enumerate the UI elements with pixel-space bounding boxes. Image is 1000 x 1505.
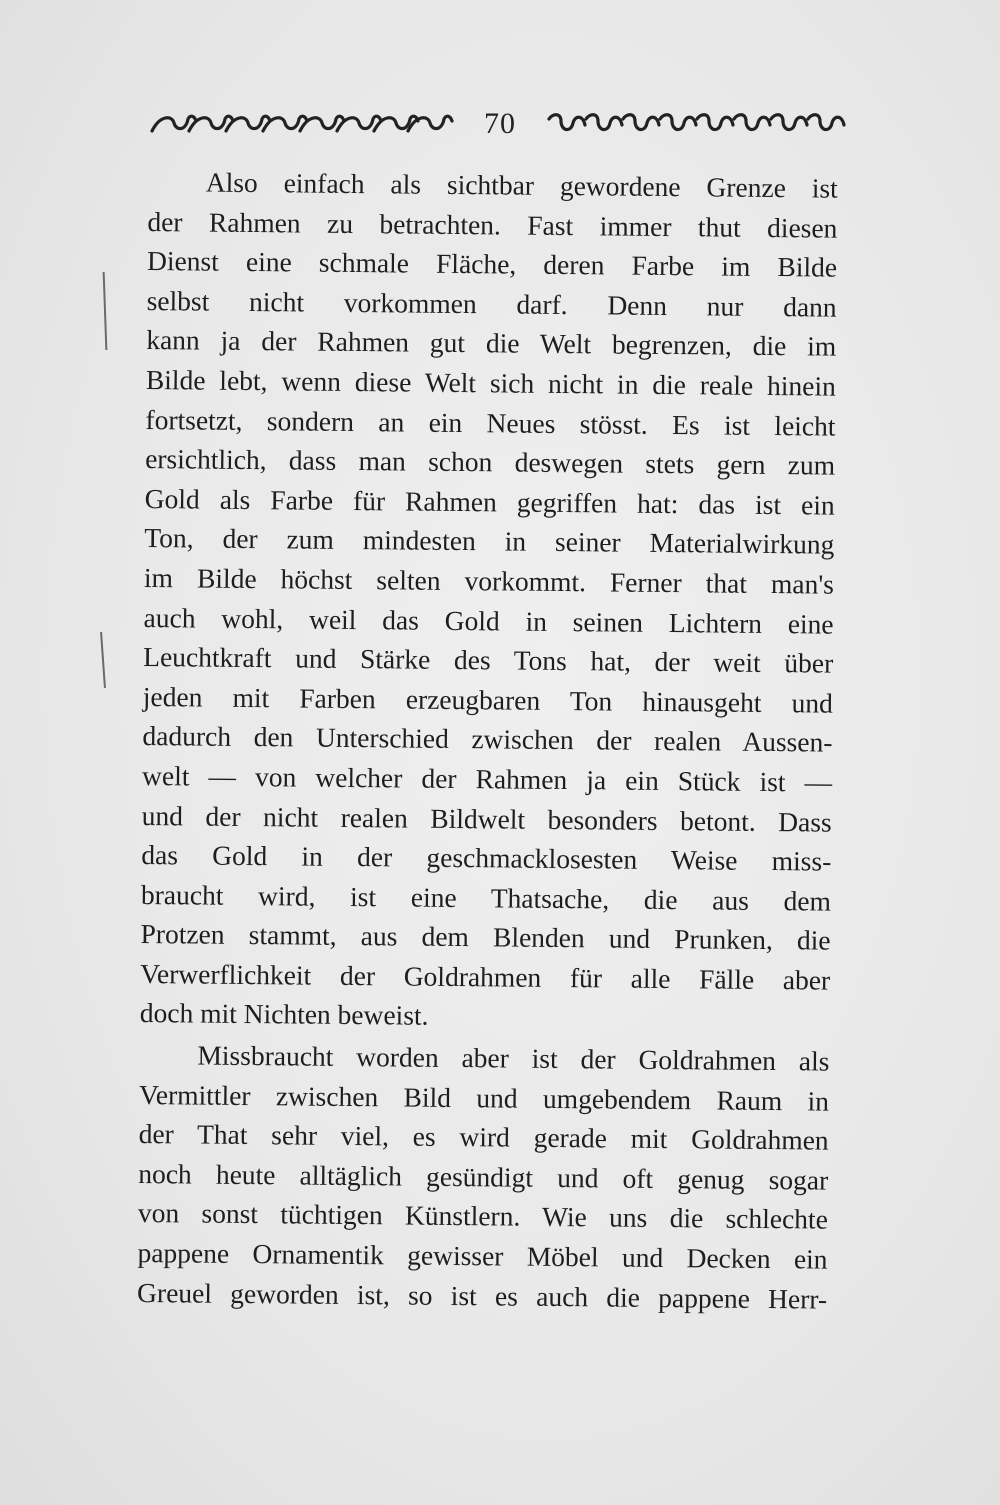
text-line: kann ja der Rahmen gut die Welt begrenzen, die im (146, 324, 837, 362)
text-line: Bilde lebt, wenn diese Welt sich nicht in die reale hinein (145, 363, 837, 402)
text-line: Dienst eine schmale Fläche, deren Farbe im Bilde (146, 245, 838, 283)
text-line: pappene Ornamentik gewisser Möbel und Decken ein (137, 1236, 828, 1275)
paragraph (137, 1035, 830, 1319)
text-line: das Gold in der geschmacklosesten Weise miss- (141, 839, 832, 877)
text-line: fortsetzt, sondern an ein Neues stösst. Es ist leicht (145, 403, 836, 442)
text-line: der Rahmen zu betrachten. Fast immer thut diesen (147, 205, 838, 244)
right-ornament-band (545, 111, 850, 137)
paragraph (140, 162, 838, 1040)
text-line: Gold als Farbe für Rahmen gegriffen hat: das ist ein (144, 482, 835, 521)
text-line: selbst nicht vorkommen darf. Denn nur dann (146, 284, 837, 323)
text-line: dadurch den Unterschied zwischen der realen Aussen- (142, 720, 833, 758)
pencil-margin-mark (103, 272, 108, 350)
text-line: ersichtlich, dass man schon deswegen stets gern zum (145, 443, 836, 481)
text-line: von sonst tüchtigen Künstlern. Wie uns die schlechte (137, 1197, 829, 1236)
body-text (137, 162, 838, 1319)
text-line: doch mit Nichten beweist. (139, 997, 429, 1032)
text-line: im Bilde höchst selten vorkommt. Ferner that man's (143, 561, 835, 600)
text-line: und der nicht realen Bildwelt besonders betont. Dass (141, 799, 832, 838)
text-line: Missbraucht worden aber ist der Goldrahmen als (197, 1039, 830, 1077)
text-line: Ton, der zum mindesten in seiner Materialwirkung (144, 522, 835, 560)
pencil-margin-mark (100, 632, 106, 688)
text-line: Vermittler zwischen Bild und umgebendem Raum in (138, 1078, 830, 1117)
text-line: welt — von welcher der Rahmen ja ein Stück ist — (141, 759, 833, 798)
text-line: braucht wird, ist eine Thatsache, die aus dem (140, 878, 832, 917)
text-line: Verwerflichkeit der Goldrahmen für alle Fälle aber (140, 957, 831, 996)
text-line: Greuel geworden ist, so ist es auch die pappene Herr- (137, 1276, 828, 1315)
text-line: Leuchtkraft und Stärke des Tons hat, der weit über (143, 641, 834, 679)
text-line: noch heute alltäglich gesündigt und oft genug sogar (138, 1157, 829, 1196)
text-line: jeden mit Farben erzeugbaren Ton hinausgeht und (142, 680, 833, 719)
text-line: Also einfach als sichtbar gewordene Grenze ist (205, 166, 838, 204)
text-line: Protzen stammt, aus dem Blenden und Prunken, die (140, 918, 831, 956)
text-line: auch wohl, weil das Gold in seinen Lichtern eine (143, 601, 834, 640)
running-header (150, 104, 850, 144)
text-line: der That sehr viel, es wird gerade mit Goldrahmen (138, 1118, 829, 1156)
left-ornament-band (150, 111, 455, 137)
page-number: 70 (484, 107, 516, 140)
